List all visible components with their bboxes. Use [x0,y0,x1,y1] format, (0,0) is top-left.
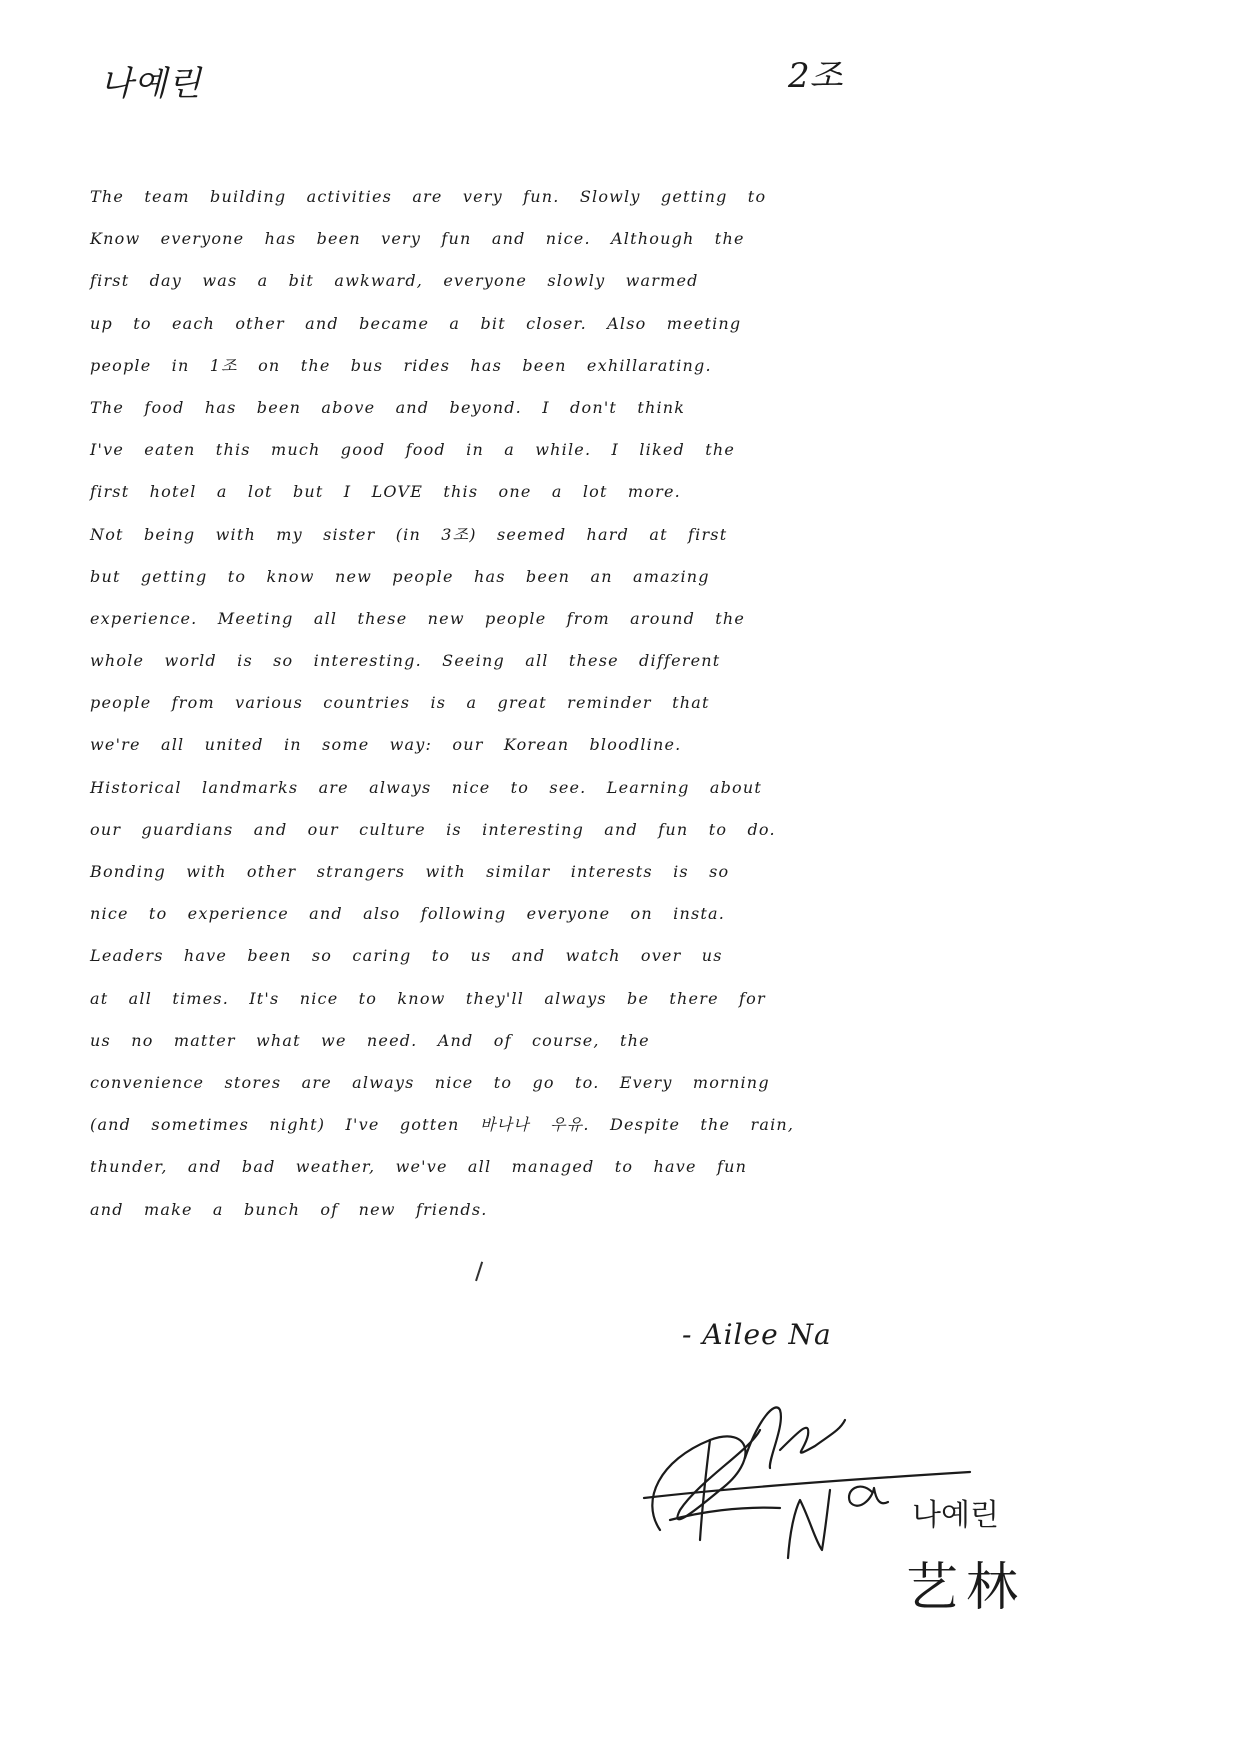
letter-line: nice to experience and also following everyone on insta. [90,904,726,924]
letter-line: first hotel a lot but I LOVE this one a lot more. [90,482,681,502]
letter-line: The food has been above and beyond. I don't think [90,397,686,417]
letter-line: The team building activities are very fun. Slowly getting to [90,187,767,206]
letter-line: thunder, and bad weather, we've all managed to have fun [90,1157,748,1177]
letter-line: and make a bunch of new friends. [90,1199,488,1219]
letter-line: Not being with my sister (in 3조) seemed hard at first [90,524,728,544]
letter-line: Know everyone has been very fun and nice. Although the [90,229,745,249]
letter-line: first day was a bit awkward, everyone slowly warmed [90,271,699,291]
signature-korean-name: 나예린 [912,1498,999,1533]
pen-stray-mark [475,1262,487,1283]
letter-line: people in 1조 on the bus rides has been exhillarating. [90,355,712,375]
group-label: 2조 [788,56,843,96]
letter-line: our guardians and our culture is interesting and fun to do. [90,819,776,839]
signature-chinese-name: 艺林 [906,1558,1027,1618]
letter-line: Leaders have been so caring to us and watch over us [90,946,723,966]
author-name-heading: 나예린 [100,64,202,104]
letter-line: we're all united in some way: our Korean bloodline. [90,735,682,755]
sign-off: - Ailee Na [682,1318,832,1351]
letter-line: (and sometimes night) I've gotten 바나나 우유. Despite the rain, [90,1115,795,1135]
letter-line: experience. Meeting all these new people from around the [90,608,746,628]
letter-line: Bonding with other strangers with similar interests is so [90,862,730,881]
letter-line: people from various countries is a great reminder that [90,693,710,713]
letter-line: convenience stores are always nice to go to. Every morning [90,1072,770,1092]
letter-line: up to each other and became a bit closer. Also meeting [90,313,742,333]
letter-line: at all times. It's nice to know they'll always be there for [90,988,766,1008]
letter-line: whole world is so interesting. Seeing all these different [90,651,721,671]
letter-line: I've eaten this much good food in a while. I liked the [90,440,736,460]
letter-line: Historical landmarks are always nice to see. Learning about [90,777,763,797]
letter-line: but getting to know new people has been an amazing [90,566,710,586]
letter-body [90,176,1180,1231]
letter-line: us no matter what we need. And of course, the [90,1030,650,1050]
